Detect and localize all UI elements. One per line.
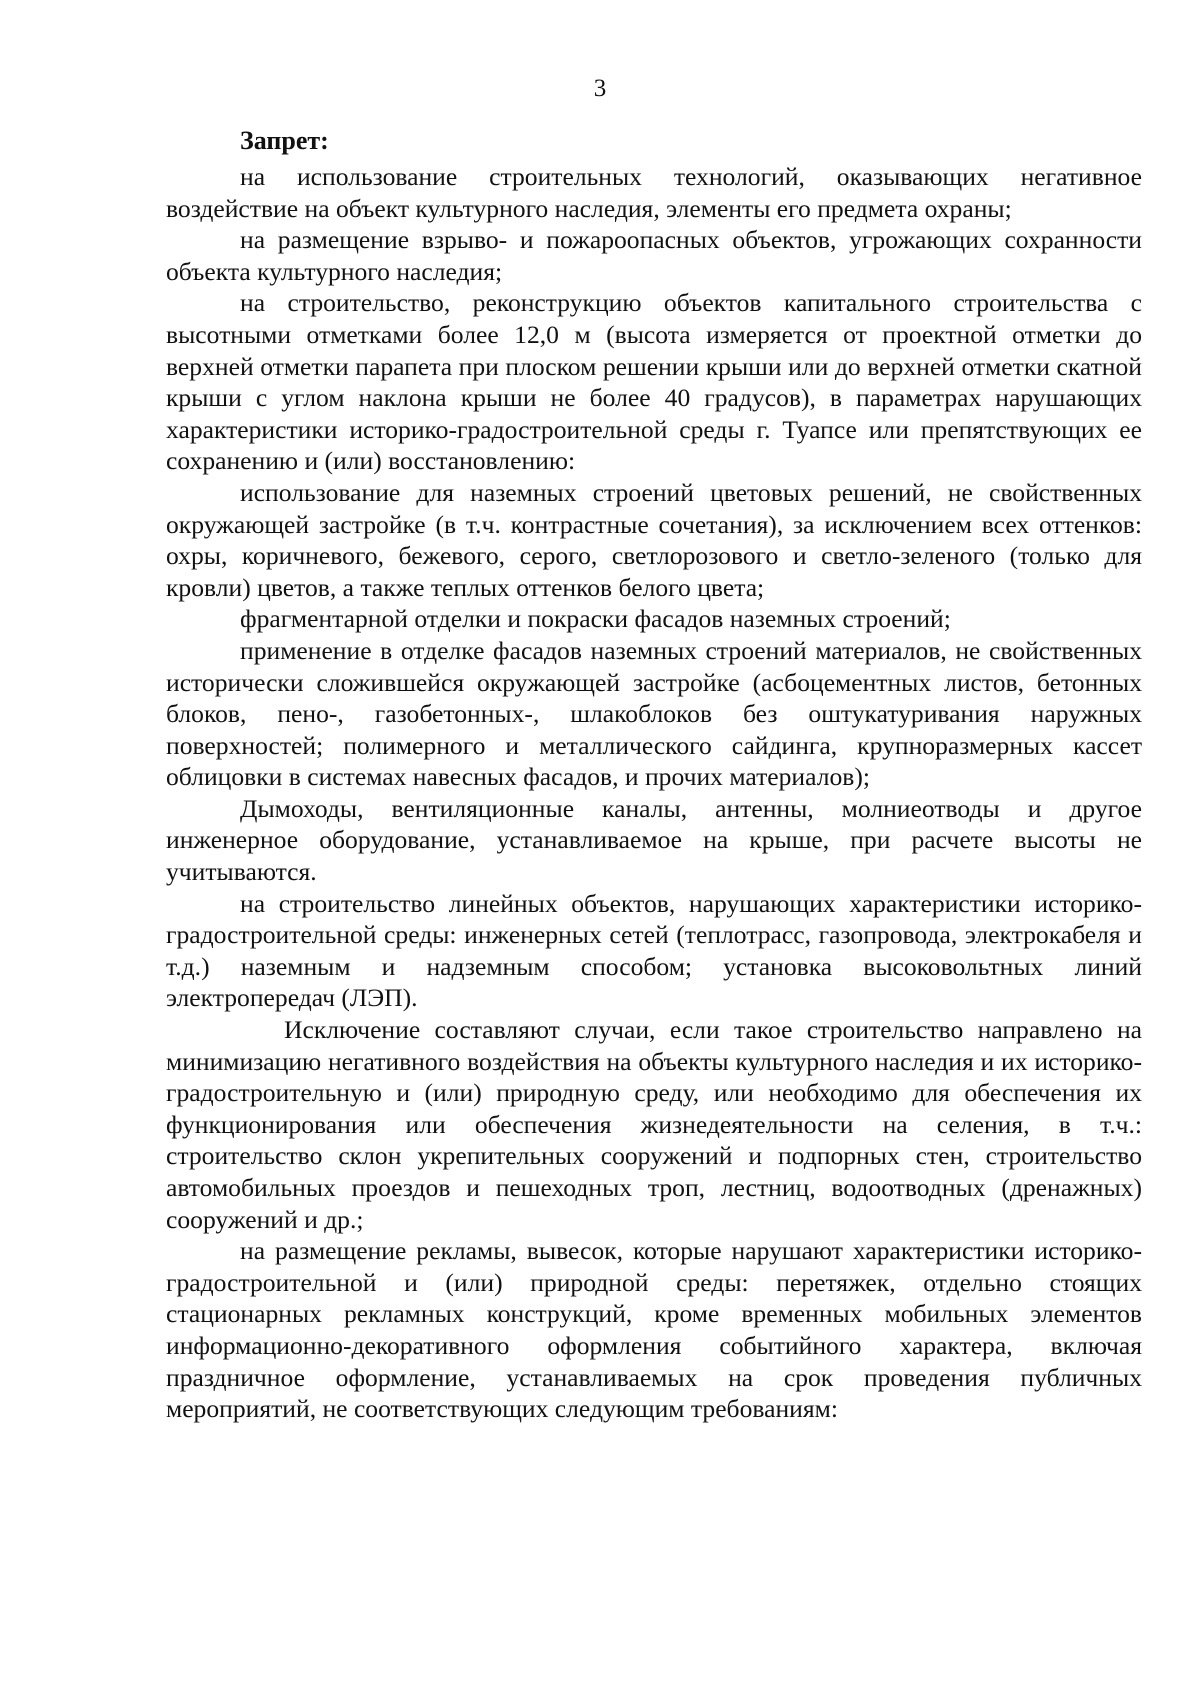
paragraph: на использование строительных технологий, оказывающих негативное воздействие на объект культурного наследия, элементы его предмета охраны; (166, 162, 1142, 223)
paragraph: использование для наземных строений цветовых решений, не свойственных окружающей застройке (в т.ч. контрастные сочетания), за исключением всех оттенков: охры, коричневого, бежевого, серого, светлорозового и светло-зеленого (только для кровли) цветов, а также теплых оттенков белого цвета; (166, 477, 1142, 602)
page-number: 3 (593, 75, 607, 102)
section-heading: Запрет: (240, 126, 329, 155)
paragraph: на строительство, реконструкцию объектов капитального строительства с высотными отметками более 12,0 м (высота измеряется от проектной отметки до верхней отметки парапета при плоском решении крыши или до верхней отметки скатной крыши с углом наклона крыши не более 40 градусов), в параметрах нарушающих характеристики историко-градостроительной среды г. Туапсе или препятствующих ее сохранению и (или) восстановлению: (166, 288, 1142, 476)
paragraph: на размещение взрыво- и пожароопасных объектов, угрожающих сохранности объекта культурного наследия; (166, 225, 1142, 286)
paragraph: Дымоходы, вентиляционные каналы, антенны, молниеотводы и другое инженерное оборудование, устанавливаемое на крыше, при расчете высоты не учитываются. (166, 793, 1142, 887)
paragraph: на размещение рекламы, вывесок, которые нарушают характеристики историко-градостроительной и (или) природной среды: перетяжек, отдельно стоящих стационарных рекламных конструкций, кроме временных мобильных элементов информационно-декоративного оформления событийного характера, включая праздничное оформление, устанавливаемых на срок проведения публичных мероприятий, не соответствующих следующим требованиям: (166, 1236, 1142, 1424)
paragraph: фрагментарной отделки и покраски фасадов наземных строений; (240, 604, 951, 634)
paragraph: Исключение составляют случаи, если такое строительство направлено на минимизацию негативного воздействия на объекты культурного наследия и их историко-градостроительную и (или) природную среду, или необходимо для обеспечения их функционирования или обеспечения жизнедеятельности на селения, в т.ч.: строительство склон укрепительных сооружений и подпорных стен, строительство автомобильных проездов и пешеходных троп, лестниц, водоотводных (дренажных) сооружений и др.; (166, 1015, 1142, 1234)
paragraph: на строительство линейных объектов, нарушающих характеристики историко-градостроительной среды: инженерных сетей (теплотрасс, газопровода, электрокабеля и т.д.) наземным и надземным способом; установка высоковольтных линий электропередач (ЛЭП). (166, 888, 1142, 1013)
paragraph: применение в отделке фасадов наземных строений материалов, не свойственных исторически сложившейся окружающей застройке (асбоцементных листов, бетонных блоков, пено-, газобетонных-, шлакоблоков без оштукатуривания наружных поверхностей; полимерного и металлического сайдинга, крупноразмерных кассет облицовки в системах навесных фасадов, и прочих материалов); (166, 635, 1142, 792)
document-body (166, 161, 1142, 1425)
